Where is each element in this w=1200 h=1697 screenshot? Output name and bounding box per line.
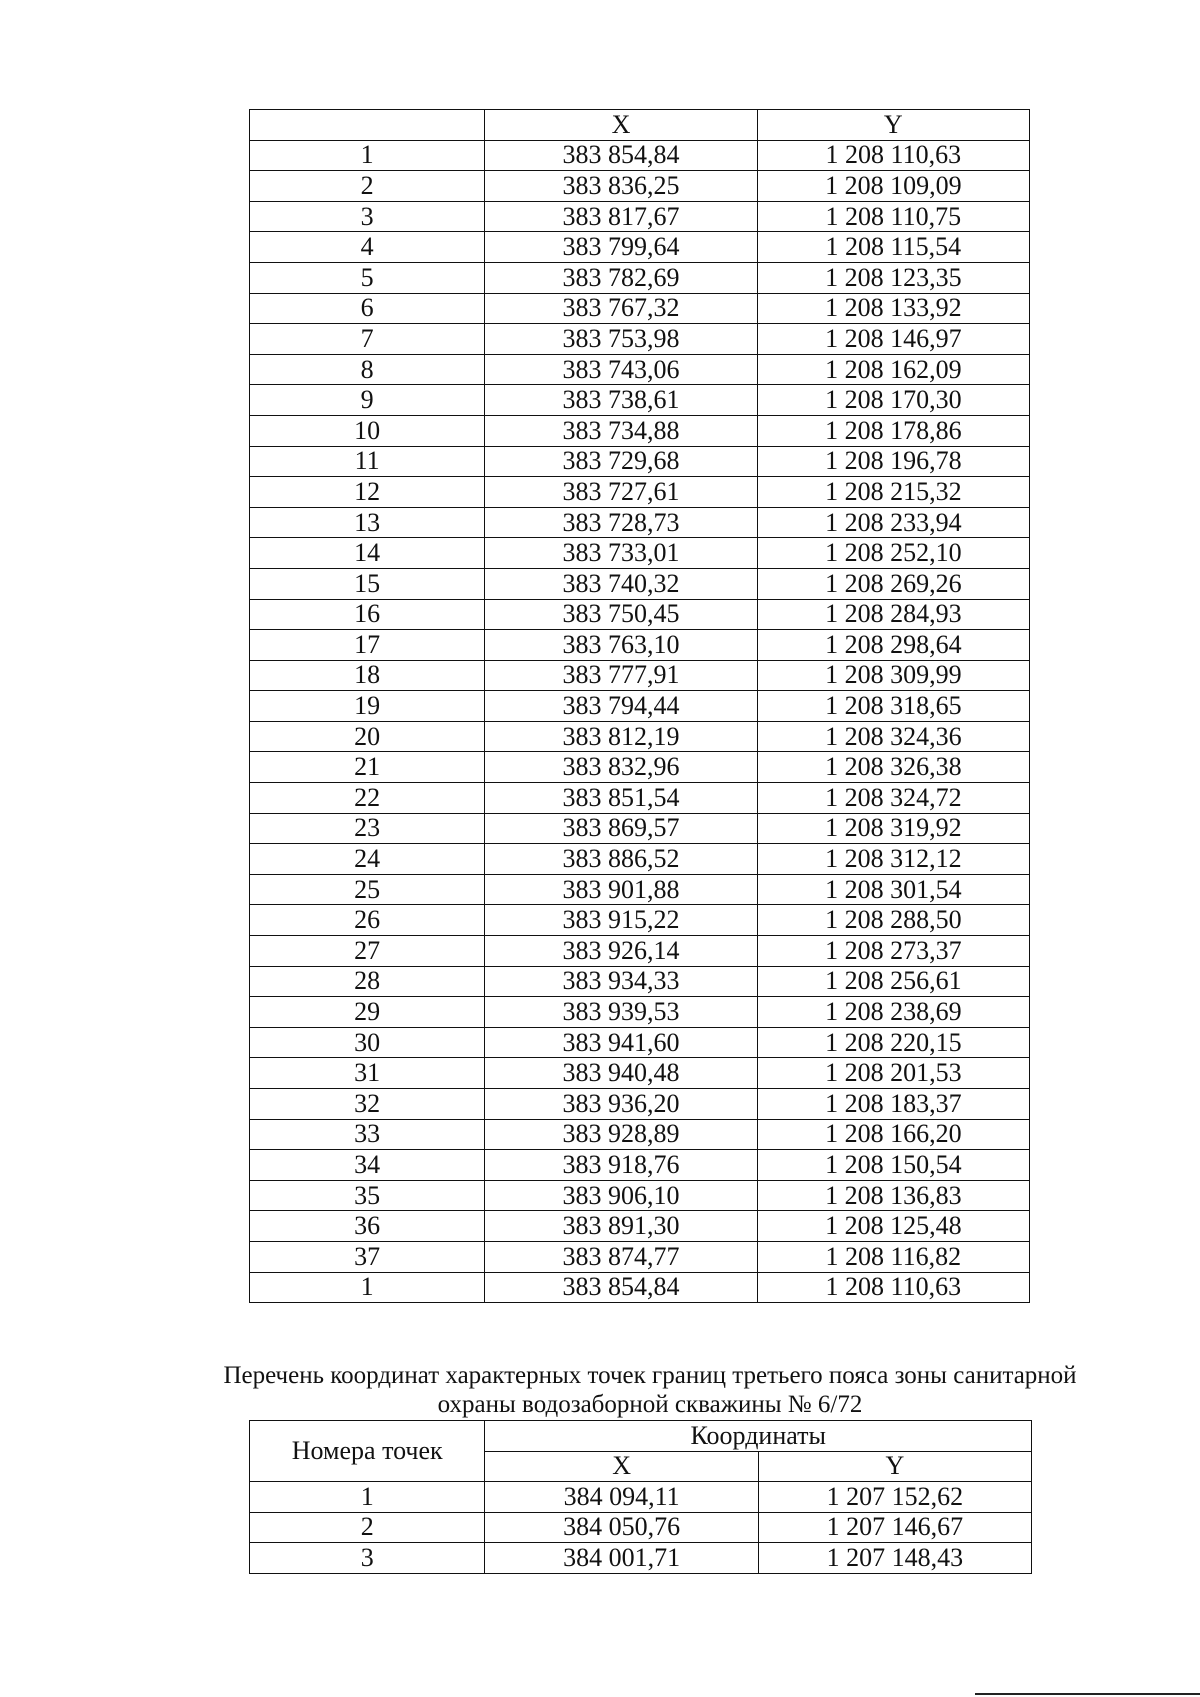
- point-number-cell: 36: [250, 1211, 485, 1242]
- table-row: [250, 507, 1030, 538]
- point-number-cell: 31: [250, 1058, 485, 1089]
- table-row: [250, 1058, 1030, 1089]
- y-coordinate-cell: 1 208 238,69: [757, 997, 1029, 1028]
- y-coordinate-cell: 1 208 220,15: [757, 1027, 1029, 1058]
- header-x: X: [485, 1451, 758, 1482]
- table-row: [250, 752, 1030, 783]
- y-coordinate-cell: 1 208 162,09: [757, 354, 1029, 385]
- y-coordinate-cell: 1 208 273,37: [757, 936, 1029, 967]
- point-number-cell: 34: [250, 1150, 485, 1181]
- y-coordinate-cell: 1 208 288,50: [757, 905, 1029, 936]
- table-row: [250, 630, 1030, 661]
- y-coordinate-cell: 1 207 148,43: [758, 1543, 1031, 1574]
- point-number-cell: 20: [250, 721, 485, 752]
- point-number-cell: 27: [250, 936, 485, 967]
- table-row: [250, 171, 1030, 202]
- point-number-cell: 37: [250, 1241, 485, 1272]
- y-coordinate-cell: 1 208 170,30: [757, 385, 1029, 416]
- y-coordinate-cell: 1 208 166,20: [757, 1119, 1029, 1150]
- header-x: X: [485, 110, 757, 141]
- third-zone-table-body: [250, 1482, 1032, 1574]
- table-row: [250, 1512, 1032, 1543]
- x-coordinate-cell: 383 915,22: [485, 905, 757, 936]
- x-coordinate-cell: 383 817,67: [485, 201, 757, 232]
- x-coordinate-cell: 383 782,69: [485, 262, 757, 293]
- point-number-cell: 7: [250, 324, 485, 355]
- table-row: [250, 936, 1030, 967]
- point-number-cell: 1: [250, 140, 485, 171]
- coordinates-table-body: [250, 140, 1030, 1303]
- x-coordinate-cell: 383 906,10: [485, 1180, 757, 1211]
- y-coordinate-cell: 1 208 110,63: [757, 140, 1029, 171]
- y-coordinate-cell: 1 208 110,75: [757, 201, 1029, 232]
- x-coordinate-cell: 383 869,57: [485, 813, 757, 844]
- y-coordinate-cell: 1 208 110,63: [757, 1272, 1029, 1303]
- y-coordinate-cell: 1 208 324,36: [757, 721, 1029, 752]
- point-number-cell: 3: [250, 201, 485, 232]
- x-coordinate-cell: 383 918,76: [485, 1150, 757, 1181]
- header-y: Y: [757, 110, 1029, 141]
- point-number-cell: 21: [250, 752, 485, 783]
- table-row: [250, 660, 1030, 691]
- point-number-cell: 14: [250, 538, 485, 569]
- x-coordinate-cell: 383 934,33: [485, 966, 757, 997]
- point-number-cell: 4: [250, 232, 485, 263]
- x-coordinate-cell: 383 734,88: [485, 415, 757, 446]
- y-coordinate-cell: 1 208 252,10: [757, 538, 1029, 569]
- table-row: [250, 1180, 1030, 1211]
- y-coordinate-cell: 1 207 152,62: [758, 1482, 1031, 1513]
- table-row: [250, 966, 1030, 997]
- y-coordinate-cell: 1 208 215,32: [757, 477, 1029, 508]
- x-coordinate-cell: 383 851,54: [485, 783, 757, 814]
- table-row: [250, 1089, 1030, 1120]
- point-number-cell: 29: [250, 997, 485, 1028]
- header-point: [250, 110, 485, 141]
- y-coordinate-cell: 1 208 133,92: [757, 293, 1029, 324]
- y-coordinate-cell: 1 208 256,61: [757, 966, 1029, 997]
- table-row: [250, 691, 1030, 722]
- x-coordinate-cell: 383 767,32: [485, 293, 757, 324]
- point-number-cell: 3: [250, 1543, 485, 1574]
- y-coordinate-cell: 1 208 196,78: [757, 446, 1029, 477]
- table-row: [250, 874, 1030, 905]
- table-row: [250, 262, 1030, 293]
- y-coordinate-cell: 1 208 178,86: [757, 415, 1029, 446]
- point-number-cell: 8: [250, 354, 485, 385]
- table-row: [250, 324, 1030, 355]
- x-coordinate-cell: 383 874,77: [485, 1241, 757, 1272]
- x-coordinate-cell: 384 094,11: [485, 1482, 758, 1513]
- y-coordinate-cell: 1 208 116,82: [757, 1241, 1029, 1272]
- x-coordinate-cell: 383 743,06: [485, 354, 757, 385]
- y-coordinate-cell: 1 208 326,38: [757, 752, 1029, 783]
- table-row: [250, 1119, 1030, 1150]
- caption-line-1: Перечень координат характерных точек границ третьего пояса зоны санитарной: [223, 1362, 1077, 1389]
- table-row: [250, 415, 1030, 446]
- point-number-cell: 2: [250, 171, 485, 202]
- x-coordinate-cell: 383 763,10: [485, 630, 757, 661]
- section-caption: [150, 1361, 1150, 1419]
- table-row: [250, 201, 1030, 232]
- table-row: [250, 844, 1030, 875]
- table-row: [250, 905, 1030, 936]
- point-number-cell: 23: [250, 813, 485, 844]
- table-row: [250, 1211, 1030, 1242]
- table-row: [250, 1027, 1030, 1058]
- table-row: [250, 293, 1030, 324]
- point-number-cell: 12: [250, 477, 485, 508]
- x-coordinate-cell: 383 854,84: [485, 140, 757, 171]
- y-coordinate-cell: 1 208 298,64: [757, 630, 1029, 661]
- table-header-row: [250, 1421, 1032, 1452]
- y-coordinate-cell: 1 208 146,97: [757, 324, 1029, 355]
- point-number-cell: 19: [250, 691, 485, 722]
- point-number-cell: 13: [250, 507, 485, 538]
- y-coordinate-cell: 1 208 109,09: [757, 171, 1029, 202]
- point-number-cell: 32: [250, 1089, 485, 1120]
- table-row: [250, 1150, 1030, 1181]
- header-y: Y: [758, 1451, 1031, 1482]
- table-row: [250, 1482, 1032, 1513]
- y-coordinate-cell: 1 208 233,94: [757, 507, 1029, 538]
- x-coordinate-cell: 383 854,84: [485, 1272, 757, 1303]
- point-number-cell: 25: [250, 874, 485, 905]
- x-coordinate-cell: 383 836,25: [485, 171, 757, 202]
- table-row: [250, 538, 1030, 569]
- table-row: [250, 1241, 1030, 1272]
- x-coordinate-cell: 383 740,32: [485, 568, 757, 599]
- y-coordinate-cell: 1 208 301,54: [757, 874, 1029, 905]
- table-row: [250, 721, 1030, 752]
- y-coordinate-cell: 1 208 125,48: [757, 1211, 1029, 1242]
- x-coordinate-cell: 383 886,52: [485, 844, 757, 875]
- scan-edge-line: [975, 1693, 1200, 1695]
- x-coordinate-cell: 383 926,14: [485, 936, 757, 967]
- point-number-cell: 6: [250, 293, 485, 324]
- y-coordinate-cell: 1 208 324,72: [757, 783, 1029, 814]
- header-coordinates: Координаты: [485, 1421, 1032, 1452]
- table-row: [250, 385, 1030, 416]
- table-row: [250, 568, 1030, 599]
- table-row: [250, 477, 1030, 508]
- y-coordinate-cell: 1 208 269,26: [757, 568, 1029, 599]
- point-number-cell: 16: [250, 599, 485, 630]
- table-header-row: [250, 110, 1030, 141]
- x-coordinate-cell: 383 753,98: [485, 324, 757, 355]
- x-coordinate-cell: 383 727,61: [485, 477, 757, 508]
- x-coordinate-cell: 383 738,61: [485, 385, 757, 416]
- table-row: [250, 232, 1030, 263]
- x-coordinate-cell: 383 733,01: [485, 538, 757, 569]
- x-coordinate-cell: 383 901,88: [485, 874, 757, 905]
- x-coordinate-cell: 383 794,44: [485, 691, 757, 722]
- x-coordinate-cell: 383 940,48: [485, 1058, 757, 1089]
- point-number-cell: 24: [250, 844, 485, 875]
- y-coordinate-cell: 1 208 309,99: [757, 660, 1029, 691]
- y-coordinate-cell: 1 208 201,53: [757, 1058, 1029, 1089]
- point-number-cell: 2: [250, 1512, 485, 1543]
- point-number-cell: 17: [250, 630, 485, 661]
- x-coordinate-cell: 383 941,60: [485, 1027, 757, 1058]
- x-coordinate-cell: 383 729,68: [485, 446, 757, 477]
- y-coordinate-cell: 1 208 312,12: [757, 844, 1029, 875]
- x-coordinate-cell: 383 812,19: [485, 721, 757, 752]
- x-coordinate-cell: 383 750,45: [485, 599, 757, 630]
- y-coordinate-cell: 1 208 319,92: [757, 813, 1029, 844]
- table-row: [250, 354, 1030, 385]
- y-coordinate-cell: 1 208 123,35: [757, 262, 1029, 293]
- point-number-cell: 30: [250, 1027, 485, 1058]
- point-number-cell: 28: [250, 966, 485, 997]
- x-coordinate-cell: 383 777,91: [485, 660, 757, 691]
- point-number-cell: 15: [250, 568, 485, 599]
- x-coordinate-cell: 384 001,71: [485, 1543, 758, 1574]
- point-number-cell: 33: [250, 1119, 485, 1150]
- point-number-cell: 22: [250, 783, 485, 814]
- x-coordinate-cell: 383 728,73: [485, 507, 757, 538]
- point-number-cell: 35: [250, 1180, 485, 1211]
- y-coordinate-cell: 1 208 318,65: [757, 691, 1029, 722]
- table-row: [250, 997, 1030, 1028]
- table-row: [250, 783, 1030, 814]
- point-number-cell: 9: [250, 385, 485, 416]
- y-coordinate-cell: 1 208 284,93: [757, 599, 1029, 630]
- x-coordinate-cell: 383 936,20: [485, 1089, 757, 1120]
- y-coordinate-cell: 1 208 183,37: [757, 1089, 1029, 1120]
- point-number-cell: 26: [250, 905, 485, 936]
- coordinates-table: [249, 109, 1030, 1303]
- x-coordinate-cell: 384 050,76: [485, 1512, 758, 1543]
- x-coordinate-cell: 383 832,96: [485, 752, 757, 783]
- point-number-cell: 1: [250, 1482, 485, 1513]
- x-coordinate-cell: 383 939,53: [485, 997, 757, 1028]
- table-row: [250, 140, 1030, 171]
- header-point-numbers: Номера точек: [250, 1421, 485, 1482]
- y-coordinate-cell: 1 208 115,54: [757, 232, 1029, 263]
- table-row: [250, 813, 1030, 844]
- table-row: [250, 1543, 1032, 1574]
- y-coordinate-cell: 1 207 146,67: [758, 1512, 1031, 1543]
- x-coordinate-cell: 383 891,30: [485, 1211, 757, 1242]
- third-zone-coordinates-table: [249, 1420, 1032, 1574]
- x-coordinate-cell: 383 928,89: [485, 1119, 757, 1150]
- caption-line-2: охраны водозаборной скважины № 6/72: [437, 1391, 863, 1418]
- table-row: [250, 1272, 1030, 1303]
- point-number-cell: 11: [250, 446, 485, 477]
- x-coordinate-cell: 383 799,64: [485, 232, 757, 263]
- table-row: [250, 446, 1030, 477]
- y-coordinate-cell: 1 208 136,83: [757, 1180, 1029, 1211]
- table-row: [250, 599, 1030, 630]
- point-number-cell: 18: [250, 660, 485, 691]
- point-number-cell: 10: [250, 415, 485, 446]
- point-number-cell: 1: [250, 1272, 485, 1303]
- y-coordinate-cell: 1 208 150,54: [757, 1150, 1029, 1181]
- point-number-cell: 5: [250, 262, 485, 293]
